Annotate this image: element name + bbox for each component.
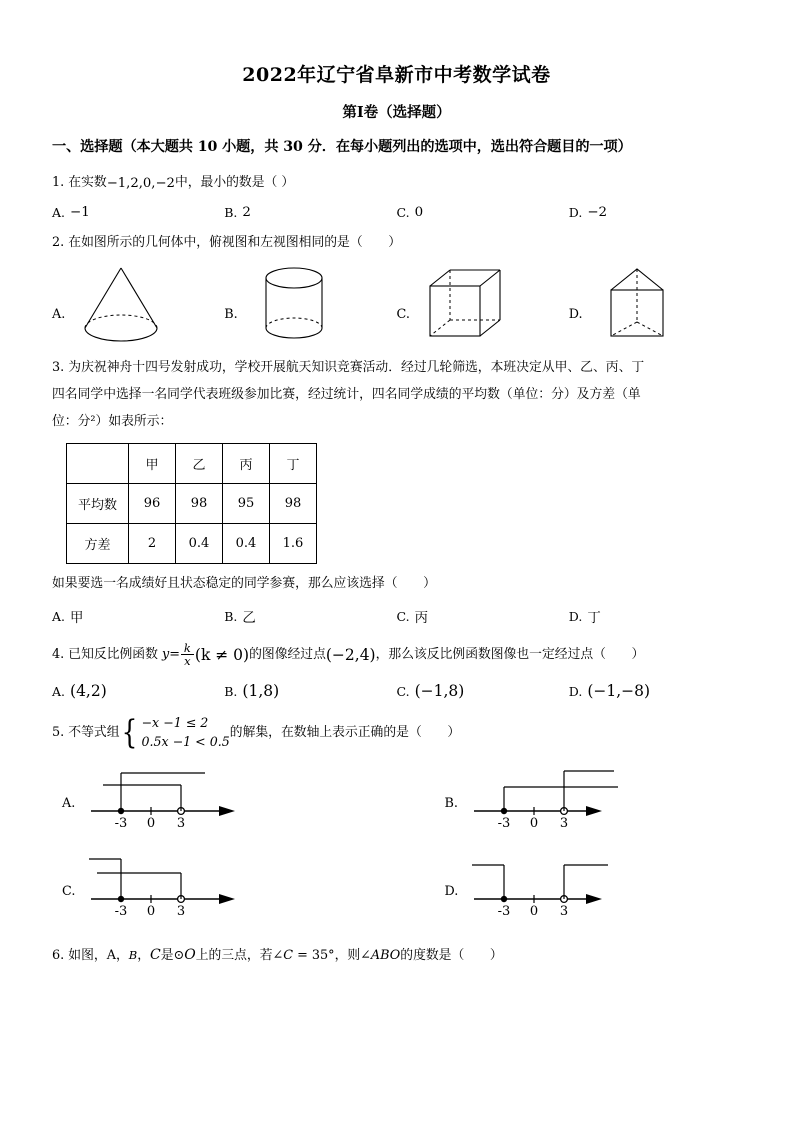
question-2	[52, 232, 741, 254]
question-6-point-c: C	[149, 946, 161, 963]
question-3-line-2-row	[52, 383, 741, 408]
triangular-prism-icon	[589, 262, 689, 348]
option-b-value: (1,8)	[242, 682, 280, 701]
option-d-label: D.	[568, 683, 583, 699]
question-3-number: 3.	[52, 360, 65, 376]
question-6-circle-center-o: O	[184, 946, 196, 963]
question-1-stem-math: −1,2,0,−2	[106, 176, 175, 191]
svg-text:0: 0	[529, 815, 539, 831]
number-line-diagram-d	[466, 851, 636, 921]
question-1-stem-post: 中，最小的数是（ ）	[174, 175, 295, 190]
option-a[interactable]	[52, 682, 224, 700]
option-b[interactable]	[224, 262, 396, 348]
option-c-label: C.	[396, 205, 410, 221]
question-3-followup	[52, 572, 741, 597]
option-a[interactable]	[52, 262, 224, 348]
svg-text:3: 3	[560, 903, 569, 919]
table-cell-corner	[67, 444, 129, 484]
option-d[interactable]	[569, 262, 741, 348]
inequality-rows	[141, 714, 229, 751]
option-c-label: C.	[396, 683, 410, 699]
table-cell: 95	[223, 484, 270, 524]
question-1	[52, 172, 741, 195]
row-label-variance: 方差	[67, 524, 129, 564]
axis-arrow-icon	[219, 806, 235, 816]
question-6-text-6: 是⊙	[160, 947, 185, 963]
option-b[interactable]	[224, 607, 396, 626]
question-3-line-1: 为庆祝神舟十四号发射成功，学校开展航天知识竞赛活动．经过几轮筛选，本班决定从甲、乙、丙、丁	[68, 360, 645, 376]
option-c[interactable]	[397, 682, 569, 700]
axis-arrow-icon	[586, 806, 602, 816]
svg-text:0: 0	[147, 815, 156, 831]
option-a-value: 甲	[70, 611, 84, 627]
question-4	[52, 638, 741, 672]
question-6-number: 6.	[52, 947, 65, 963]
question-6-point-a: A	[106, 947, 116, 963]
option-d-label: D.	[568, 205, 583, 221]
question-4-point: (−2,4)	[325, 646, 376, 665]
svg-text:3: 3	[177, 815, 186, 831]
svg-text:3: 3	[177, 903, 186, 919]
table-cell: 96	[129, 484, 176, 524]
fraction-k-over-x	[181, 642, 194, 667]
question-2-figures	[52, 260, 741, 348]
question-1-options	[52, 205, 741, 220]
option-a-label: A.	[52, 307, 66, 323]
option-b[interactable]	[224, 205, 396, 220]
question-1-stem-pre: 在实数	[68, 175, 107, 190]
fraction-numerator: k	[183, 640, 191, 655]
table-cell: 98	[270, 484, 317, 524]
cylinder-icon	[244, 262, 344, 348]
option-c-value: 0	[414, 205, 424, 221]
option-d-label: D.	[568, 307, 583, 323]
question-1-number: 1.	[52, 175, 65, 190]
question-5-number: 5.	[52, 725, 65, 741]
option-d[interactable]	[569, 607, 741, 626]
question-6-point-b: B	[128, 947, 138, 962]
svg-text:-3: -3	[114, 815, 128, 831]
cone-icon	[71, 262, 171, 348]
table-cell: 98	[176, 484, 223, 524]
option-c-label: C.	[396, 609, 410, 625]
option-a[interactable]	[52, 763, 397, 833]
question-6	[52, 943, 741, 968]
table-cell: 2	[129, 524, 176, 564]
axis-arrow-icon	[586, 894, 602, 904]
option-b-value: 乙	[242, 611, 256, 627]
question-3-line-3-row	[52, 410, 741, 435]
svg-text:-3: -3	[497, 815, 511, 831]
option-a-value: (4,2)	[70, 682, 107, 701]
option-d-label: D.	[568, 609, 583, 625]
option-c-value: 丙	[414, 611, 428, 627]
option-d[interactable]	[569, 205, 741, 220]
question-4-stem-mid: 的图像经过点	[249, 647, 326, 663]
option-b-label: B.	[444, 795, 458, 811]
inequality-row-2: 0.5x −1 < 0.5	[141, 733, 230, 749]
option-a-label: A.	[52, 683, 66, 699]
number-line-diagram-c	[83, 851, 253, 921]
question-4-number: 4.	[52, 647, 65, 663]
table-header-jia: 甲	[129, 444, 176, 484]
table-header-ding: 丁	[270, 444, 317, 484]
svg-text:-3: -3	[115, 903, 128, 919]
question-5-diagrams-row-2	[52, 851, 741, 921]
option-c[interactable]	[397, 205, 569, 220]
svg-text:0: 0	[530, 903, 539, 919]
table-cell: 0.4	[176, 524, 223, 564]
table-cell: 0.4	[223, 524, 270, 564]
question-6-text-10: = 35°，则∠	[293, 947, 371, 963]
question-4-stem-pre: 已知反比例函数	[68, 647, 158, 663]
option-d-label: D.	[444, 883, 459, 899]
option-d[interactable]	[569, 682, 741, 700]
option-c[interactable]	[397, 607, 569, 626]
option-d[interactable]	[397, 851, 742, 921]
option-d-value: 丁	[587, 611, 601, 627]
question-6-text-12: 的度数是（ ）	[400, 947, 503, 963]
question-4-eq-lhs: y	[161, 647, 170, 663]
table-row	[67, 524, 317, 564]
question-6-text-8: 上的三点，若∠	[195, 947, 284, 963]
number-line-diagram-a	[83, 763, 253, 833]
option-d-value: −2	[587, 205, 608, 221]
table-header-yi: 乙	[176, 444, 223, 484]
option-c-value: (−1,8)	[414, 682, 465, 701]
question-3-followup-text: 如果要选一名成绩好且状态稳定的同学参赛，那么应该选择（ ）	[52, 576, 436, 592]
question-4-condition: (k ≠ 0)	[194, 646, 250, 665]
question-5-stem-post: 的解集，在数轴上表示正确的是（ ）	[229, 725, 461, 741]
brace-icon: {	[122, 712, 138, 752]
question-6-angle-abo: ABO	[370, 947, 401, 963]
option-b[interactable]	[224, 682, 396, 700]
question-6-angle-c: C	[283, 947, 294, 963]
option-a-value: −1	[70, 205, 90, 221]
question-3	[52, 356, 741, 381]
question-5	[52, 714, 741, 751]
question-2-number: 2.	[52, 235, 65, 251]
question-2-stem: 在如图所示的几何体中，俯视图和左视图相同的是（ ）	[68, 235, 402, 251]
axis-arrow-icon	[219, 894, 235, 904]
option-b-label: B.	[224, 307, 238, 323]
statistics-table	[66, 443, 317, 564]
option-c-label: C.	[396, 307, 410, 323]
question-6-text-4: ，	[137, 947, 150, 963]
question-4-options	[52, 682, 741, 700]
option-c[interactable]	[52, 851, 397, 921]
option-b-label: B.	[224, 205, 238, 221]
option-a[interactable]	[52, 607, 224, 626]
table-row-header	[67, 444, 317, 484]
option-b-label: B.	[224, 609, 238, 625]
question-3-line-2: 四名同学中选择一名同学代表班级参加比赛，经过统计，四名同学成绩的平均数（单位：分）及方差（单	[52, 387, 641, 403]
option-d-value: (−1,−8)	[587, 682, 651, 701]
option-b-value: 2	[242, 205, 251, 221]
table-header-bing: 丙	[223, 444, 270, 484]
option-c[interactable]	[397, 262, 569, 348]
question-6-text-0: 如图，	[68, 947, 107, 963]
page-title: 2022年辽宁省阜新市中考数学试卷	[242, 64, 551, 86]
svg-text:-3: -3	[498, 903, 511, 919]
inequality-system	[119, 714, 229, 751]
option-b-label: B.	[224, 683, 238, 699]
option-a-label: A.	[52, 609, 66, 625]
cube-icon	[416, 262, 516, 348]
row-label-mean: 平均数	[67, 484, 129, 524]
option-b[interactable]	[397, 763, 742, 833]
svg-text:3: 3	[559, 815, 569, 831]
question-3-line-3: 位：分²）如表所示：	[52, 414, 173, 430]
question-4-stem-post: ，那么该反比例函数图像也一定经过点（ ）	[375, 647, 645, 663]
svg-text:0: 0	[147, 903, 156, 919]
option-a[interactable]	[52, 205, 224, 220]
table-cell: 1.6	[270, 524, 317, 564]
table-row	[67, 484, 317, 524]
option-c-label: C.	[62, 883, 76, 899]
question-6-text-2: ，	[115, 947, 129, 963]
section-instruction: 一、选择题（本大题共 10 小题，共 30 分．在每小题列出的选项中，选出符合题目的一项）	[52, 139, 632, 155]
option-a-label: A.	[62, 795, 76, 811]
option-a-label: A.	[52, 205, 66, 221]
fraction-denominator: x	[181, 654, 194, 667]
question-5-stem-pre: 不等式组	[68, 725, 120, 741]
section-title: 第I卷（选择题）	[342, 104, 451, 121]
question-4-eq-sign: =	[169, 647, 180, 663]
number-line-diagram-b	[466, 763, 636, 833]
question-5-diagrams-row-1	[52, 763, 741, 833]
inequality-row-1: −x −1 ≤ 2	[141, 715, 209, 731]
question-3-options	[52, 607, 741, 626]
